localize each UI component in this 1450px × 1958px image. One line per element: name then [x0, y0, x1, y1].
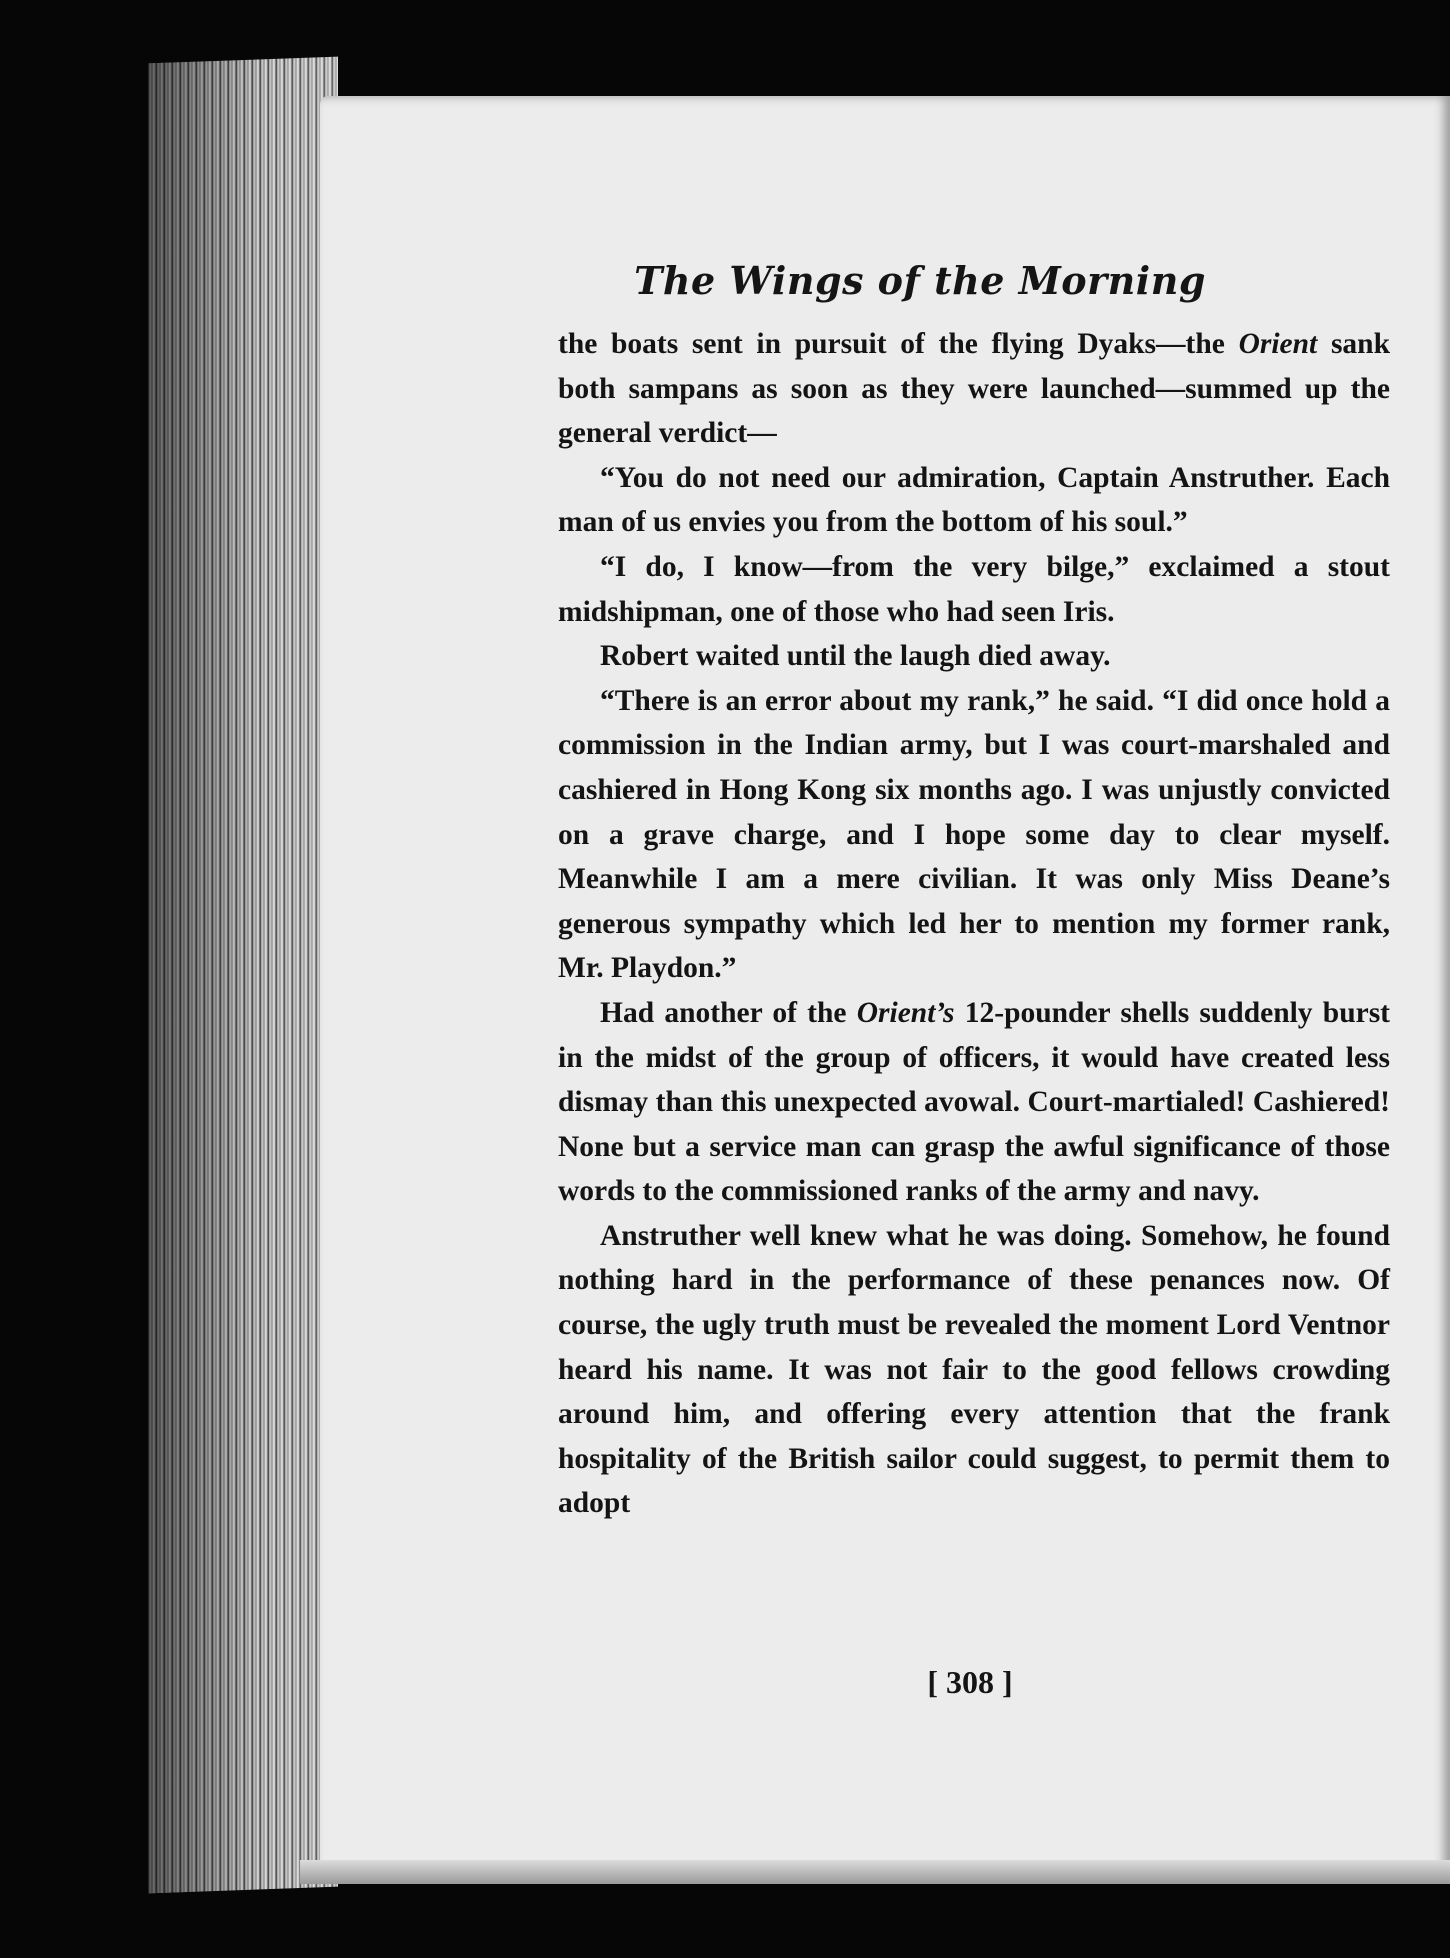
paragraph-text: Had another of the — [600, 996, 857, 1029]
paragraph-1 — [558, 322, 1390, 456]
paragraph-text: “There is an error about my rank,” he said. “I did once hold a commission in the Indian army, but I was court-marshaled and cashiered in Hong Kong six months ago. I was unjustly convicted on a grave charge, and I hope some day to clear myself. Meanwhile I am a mere civilian. It was only Miss Deane’s generous sympathy which led her to mention my former rank, Mr. Playdon.” — [558, 684, 1390, 985]
paragraph-6 — [558, 991, 1390, 1214]
paragraph-text: Anstruther well knew what he was doing. Somehow, he found nothing hard in the performance of these penances now. Of course, the ugly truth must be revealed the moment Lord Ventnor heard his name. It was not fair to the good fellows crowding around him, and offering every attention that the frank hospitality of the British sailor could suggest, to permit them to adopt — [558, 1219, 1390, 1520]
paragraph-7 — [558, 1214, 1390, 1526]
paragraph-text: “I do, I know—from the very bilge,” exclaimed a stout midshipman, one of those who had seen Iris. — [558, 550, 1390, 628]
ship-name-italic: Orient’s — [856, 996, 955, 1029]
paragraph-text: Robert waited until the laugh died away. — [600, 640, 1111, 673]
ship-name-italic: Orient — [1238, 328, 1318, 360]
body-text — [558, 322, 1390, 1526]
paragraph-3 — [558, 545, 1390, 634]
paragraph-2 — [558, 456, 1390, 545]
paragraph-5 — [558, 679, 1390, 991]
page-number: [ 308 ] — [927, 1664, 1013, 1700]
paragraph-text: sank both sampans as soon as they were launched—summed up the general verdict— — [558, 328, 1390, 450]
paragraph-4 — [558, 634, 1390, 679]
paragraph-text: “You do not need our admiration, Captain Anstruther. Each man of us envies you from the bottom of his soul.” — [558, 461, 1390, 539]
paragraph-text: the boats sent in pursuit of the flying Dyaks—the — [558, 328, 1239, 360]
paragraph-text: 12-pounder shells suddenly burst in the midst of the group of officers, it would have created less dismay than this unexpected avowal. Court-martialed! Cashiered! None but a service man can grasp the awful significance of those words to the commissioned ranks of the army and navy. — [558, 996, 1390, 1208]
page-bottom-edge — [300, 1860, 1450, 1884]
book-fore-edge-shadow — [148, 57, 338, 1894]
running-head: The Wings of the Morning — [634, 258, 1206, 303]
